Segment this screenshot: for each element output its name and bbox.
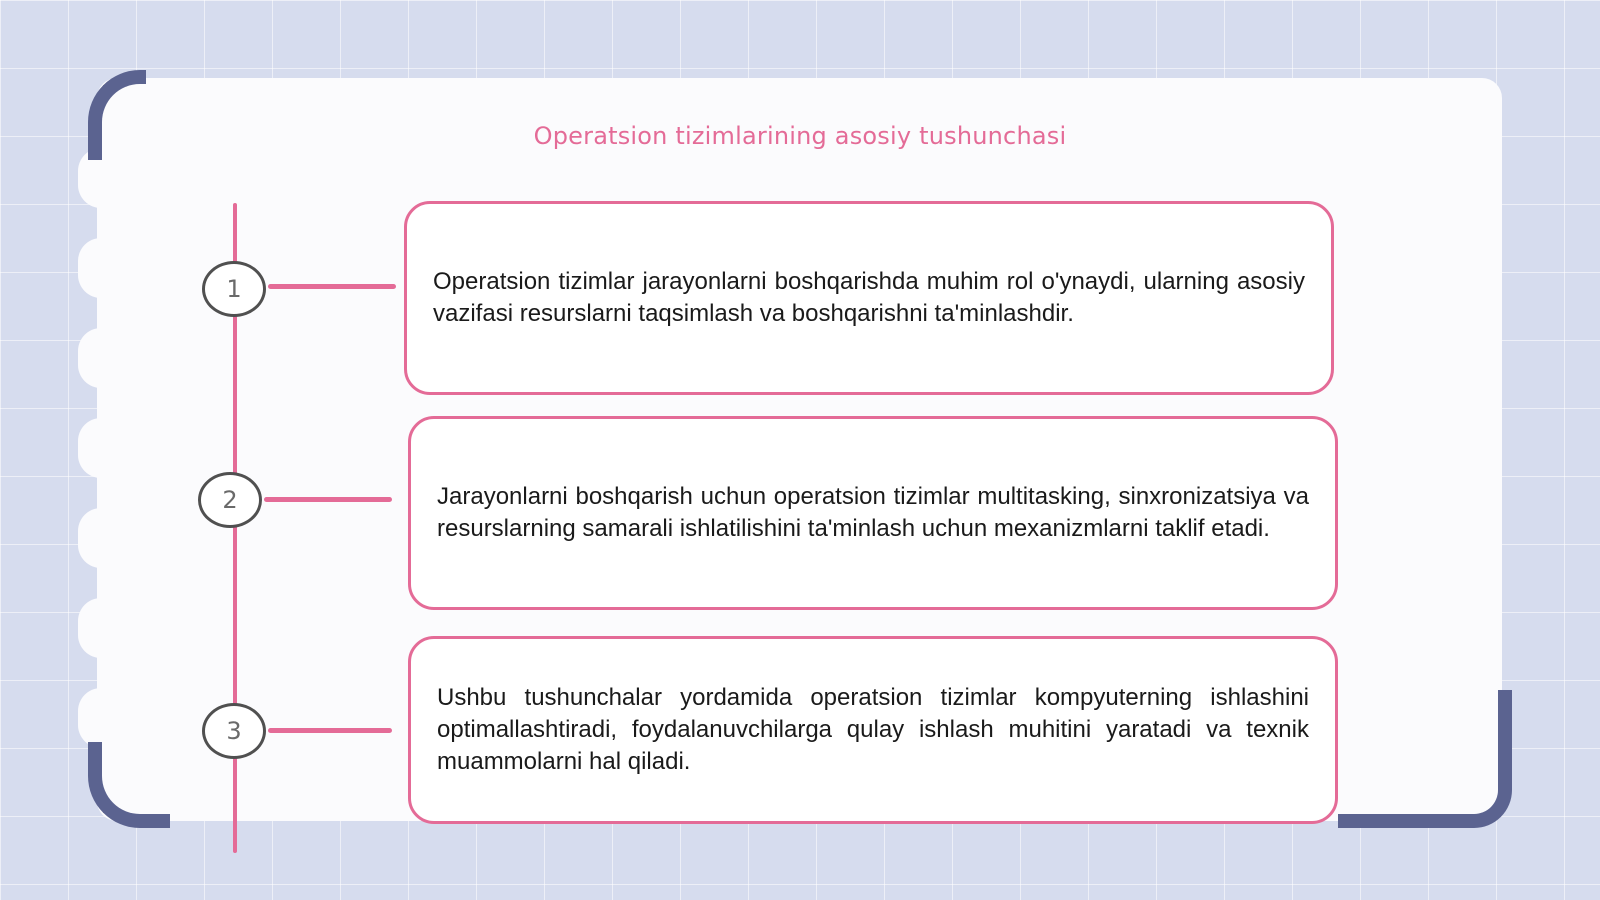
step-1-text: Operatsion tizimlar jarayonlarni boshqarishda muhim rol o'ynaydi, ularning asosiy vazifasi resurslarni taqsimlash va boshqarishni ta'minlashdir. bbox=[433, 268, 1305, 327]
step-1-card bbox=[404, 201, 1334, 395]
step-3-number: 3 bbox=[202, 703, 266, 759]
corner-bracket-bottom-left bbox=[88, 742, 170, 828]
paper-notch bbox=[78, 688, 124, 748]
step-2-connector bbox=[264, 497, 392, 502]
corner-bracket-bottom-right bbox=[1338, 690, 1512, 828]
step-3-text: Ushbu tushunchalar yordamida operatsion tizimlar kompyuterning ishlashini optimallashtiradi, foydalanuvchilarga qulay ishlash muhitini yaratadi va texnik muammolarni hal qiladi. bbox=[437, 684, 1309, 775]
paper-notch bbox=[78, 238, 124, 298]
paper-notch bbox=[78, 418, 124, 478]
step-3-card bbox=[408, 636, 1338, 824]
paper-notch bbox=[78, 328, 124, 388]
slide-title: Operatsion tizimlarining asosiy tushunchasi bbox=[533, 122, 1067, 150]
step-3-connector bbox=[268, 728, 392, 733]
paper-notch bbox=[78, 508, 124, 568]
corner-bracket-top-left bbox=[88, 70, 146, 160]
paper-notch bbox=[78, 598, 124, 658]
step-1-connector bbox=[268, 284, 396, 289]
step-2-number: 2 bbox=[198, 472, 262, 528]
step-2-text: Jarayonlarni boshqarish uchun operatsion tizimlar multitasking, sinxronizatsiya va resurslarning samarali ishlatilishini ta'minlash uchun mexanizmlarni taklif etadi. bbox=[437, 483, 1309, 542]
step-2-card bbox=[408, 416, 1338, 610]
step-1-number: 1 bbox=[202, 261, 266, 317]
